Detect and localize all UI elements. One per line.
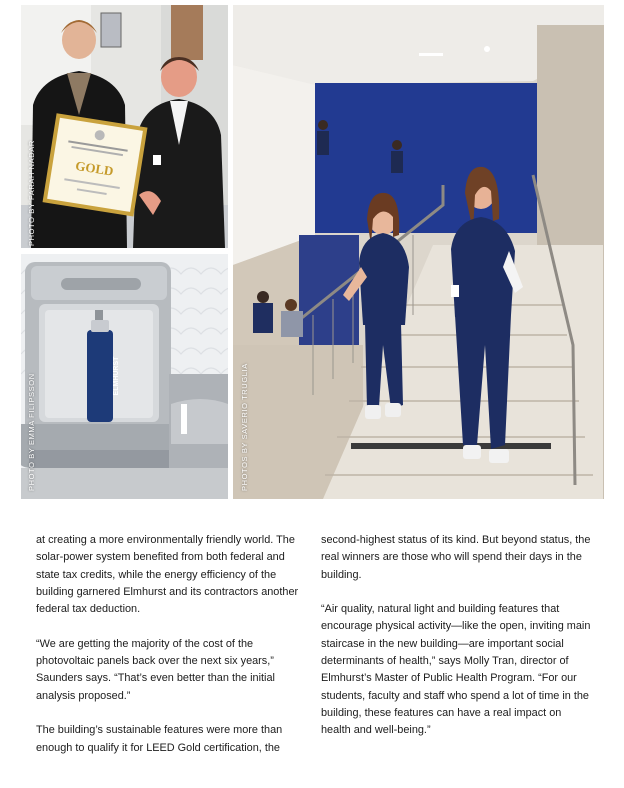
fountain-photo-image [21, 254, 228, 499]
article-paragraph: second-highest status of its kind. But beyond status, the real winners are those who will spend their days in the building. [321, 534, 591, 581]
award-photo-image [21, 5, 228, 248]
certificate-gold-text: GOLD [74, 157, 115, 179]
fountain-photo [21, 254, 228, 499]
award-photo [21, 5, 228, 248]
article-paragraph: “Air quality, natural light and building features that encourage physical activity—like the open, inviting main staircase in the new building—are important social determinants of health,” says Molly Tran, director of Elmhurst’s Master of Public Health Program. “For our students, faculty and staff who spend a lot of time in the building, these features can have a real impact on health and well-being.” [321, 603, 591, 737]
article-paragraph: The building’s sustainable features were more than enough to qualify it for LEED Gold certification, the [36, 724, 283, 754]
article-paragraph: at creating a more environmentally friendly world. The solar-power system benefited from both federal and state tax credits, while the energy efficiency of the building garnered Elmhurst and its contractors another federal tax deduction. [36, 534, 299, 616]
article-column-right [321, 532, 593, 757]
article-paragraph: “We are getting the majority of the cost of the photovoltaic panels back over the next six years,” Saunders says. “That’s even better than the initial analysis proposed.” [36, 637, 275, 702]
article-column-left [36, 532, 308, 774]
staircase-photo-image [233, 5, 604, 499]
staircase-photo [233, 5, 604, 499]
fountain-photo-credit: PHOTO BY EMMA FILIPSSON [27, 373, 36, 491]
bottle-label: ELMHURST [113, 356, 120, 396]
award-photo-credit: PHOTO BY FARAH NADAR [27, 140, 36, 246]
staircase-photo-credit: PHOTOS BY SAVERIO TRUGLIA [240, 363, 249, 491]
